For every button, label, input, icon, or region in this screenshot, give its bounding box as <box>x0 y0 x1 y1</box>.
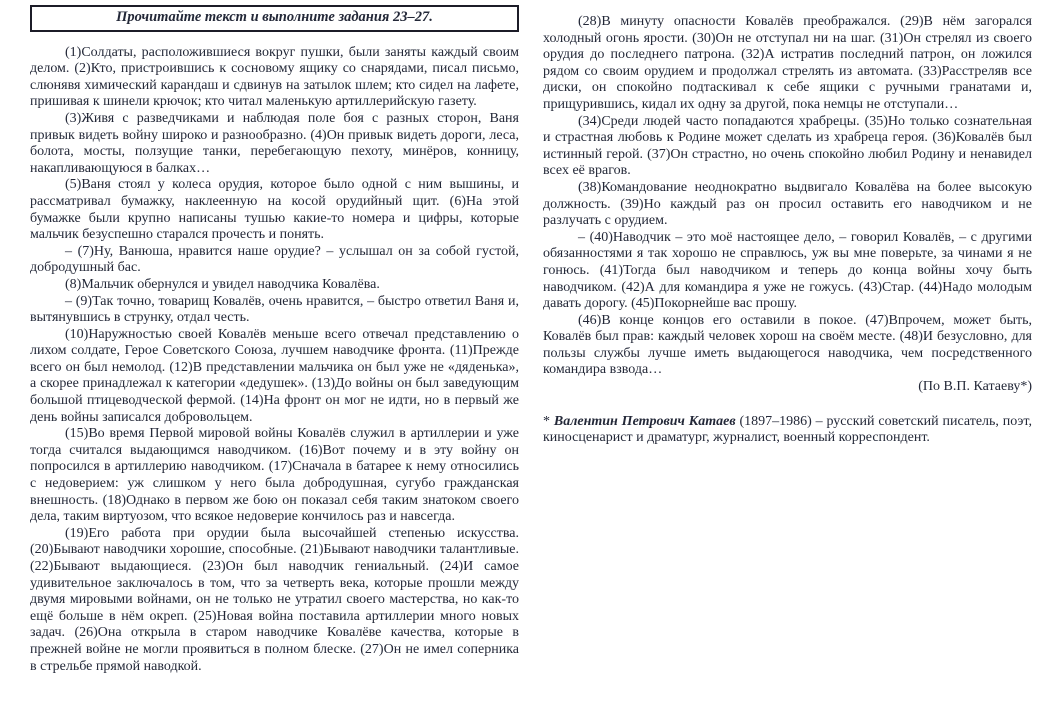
text-paragraph-13-dialogue: – (40)Наводчик – это моё настоящее дело, – говорил Ковалёв, – с другими обязанностями я так хорошо не справлюсь, уж вы мне поверьте, за чинами я не гонюсь. (41)Тогда был наводчиком и теперь до конца войны хочу быть наводчиком. (42)А для командира я уже не гожусь. (43)Стар. (44)Надо молодым давать дорогу. (45)Покорнейше вас прошу. <box>543 229 1032 312</box>
task-instruction-box <box>30 5 519 32</box>
text-paragraph-11: (34)Среди людей часто попадаются храбрецы. (35)Но только сознательная и страстная любовь к Родине может сделать из храбреца героя. (36)Ковалёв был истинный герой. (37)Он страстно, но очень спокойно любил Родину и ненавидел всех её врагов. <box>543 113 1032 179</box>
text-paragraph-5: (8)Мальчик обернулся и увидел наводчика Ковалёва. <box>65 276 380 292</box>
author-attribution: (По В.П. Катаеву*) <box>918 379 1032 395</box>
left-text-column <box>30 5 519 675</box>
text-paragraph-8: (15)Во время Первой мировой войны Ковалёв служил в артиллерии и уже тогда считался выдающимся наводчиком. (16)Вот почему и в эту войну он попросился в артиллерию наводчиком. (17)Сначала в батарее к нему относились с недоверием: уж слишком у него была добродушная, сугубо гражданская внешность. (18)Однако в первом же бою он показал себя таким знатоком своего дела, таким виртуозом, что всякое недоверие кончилось раз и навсегда. <box>30 426 519 525</box>
text-paragraph-9: (19)Его работа при орудии была высочайшей степенью искусства. (20)Бывают наводчики хорошие, способные. (21)Бывают наводчики талантливые. (22)Бывают выдающиеся. (23)Он был наводчик гениальный. (24)И самое удивительное заключалось в том, что за четверть века, которые прошли между двумя мировыми войнами, он не только не утратил своего мастерства, но как-то ещё больше в нём окреп. (25)Новая война поставила артиллерии много новых задач. (26)Она открыла в старом наводчике Ковалёве качества, которые в прежней войне не могли проявиться в полном блеске. (27)Он не имел соперника в стрельбе прямой наводкой. <box>30 525 519 674</box>
author-footnote <box>543 414 1032 447</box>
text-paragraph-14: (46)В конце концов его оставили в покое. (47)Впрочем, может быть, Ковалёв был прав: каждый человек хорош на своём месте. (48)И безусловно, для пользы службы лучше иметь выдающегося наводчика, чем посредственного командира взвода… <box>543 312 1032 378</box>
right-text-column <box>543 5 1032 675</box>
text-paragraph-4-dialogue: – (7)Ну, Ванюша, нравится наше орудие? – услышал он за собой густой, добродушный бас. <box>30 243 519 276</box>
text-paragraph-6-dialogue: – (9)Так точно, товарищ Ковалёв, очень нравится, – быстро ответил Ваня и, вытянувшись в струнку, отдал честь. <box>30 293 519 326</box>
text-paragraph-7: (10)Наружностью своей Ковалёв меньше всего отвечал представлению о лихом солдате, Герое Советского Союза, лучшем наводчике фронта. (11)Прежде всего он был немолод. (12)В представлении мальчика он был уже не «дяденька», а скорее принадлежал к категории «дедушек». (13)До войны он был заведующим большой птицеводческой фермой. (14)На фронт он мог не идти, но в первый же день войны записался добровольцем. <box>30 326 519 425</box>
task-instruction-text: Прочитайте текст и выполните задания 23–27. <box>116 9 433 25</box>
text-paragraph-3: (5)Ваня стоял у колеса орудия, которое было одной с ним вышины, и рассматривал бумажку, наклеенную на косой орудийный щит. (6)На этой бумажке были крупно написаны тушью какие-то номера и цифры, которые мальчик безуспешно старался прочесть и понять. <box>30 177 519 243</box>
text-paragraph-2: (3)Живя с разведчиками и наблюдая поле боя с разных сторон, Ваня привык видеть войну широко и разнообразно. (4)Он привык видеть дороги, леса, болота, мосты, ползущие танки, перебегающую пехоту, минёров, конницу, накапливающуюся в балках… <box>30 110 519 176</box>
footnote-asterisk-marker: * <box>543 413 554 429</box>
text-paragraph-1: (1)Солдаты, расположившиеся вокруг пушки, были заняты каждый своим делом. (2)Кто, пристроившись к сосновому ящику со снарядами, писал письмо, слюнявя химический карандаш и сдвинув на затылок шлем; кто сидел на лафете, пришивая к шинели крючок; кто читал маленькую артиллерийскую газету. <box>30 44 519 110</box>
footnote-author-description: (1897–1986) – русский советский писатель, поэт, киносценарист и драматург, журналист, военный корреспондент. <box>543 413 1032 446</box>
text-paragraph-10: (28)В минуту опасности Ковалёв преображался. (29)В нём загорался холодный огонь ярости. (30)Он не отступал ни на шаг. (31)Он стрелял из своего орудия до последнего патрона. (32)А истратив последний патрон, он ложился рядом со своим орудием и продолжал стрелять из автомата. (33)Расстреляв все диски, он спокойно подтаскивал к себе ящики с ручными гранатами и, прищурившись, кидал их одну за другой, пока немцы не отступали… <box>543 14 1032 112</box>
text-paragraph-12: (38)Командование неоднократно выдвигало Ковалёва на более высокую должность. (39)Но каждый раз он просил оставить его наводчиком и не разлучать с орудием. <box>543 179 1032 229</box>
footnote-author-name: Валентин Петрович Катаев <box>553 413 736 429</box>
